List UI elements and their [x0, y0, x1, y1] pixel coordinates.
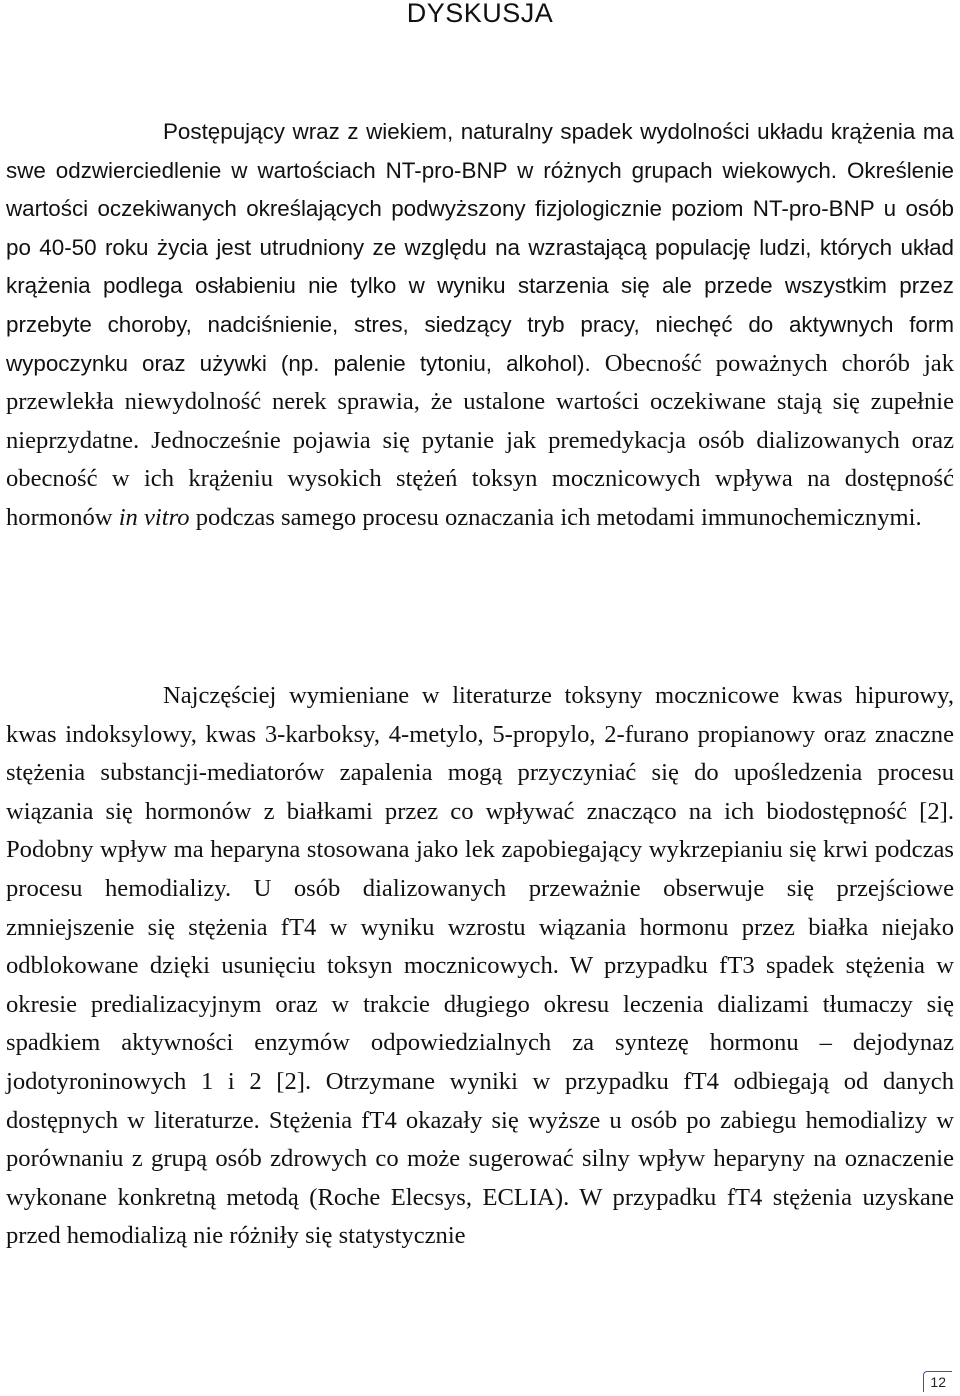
paragraph-1-sans-text: Postępujący wraz z wiekiem, naturalny spadek wydolności układu krążenia ma swe odzwierciedlenie w wartościach NT-pro-BNP w różnych grupach wiekowych. Określenie wartości oczekiwanych określających podwyższony fizjologicznie poziom NT-pro-BNP u osób po 40-50 roku życia jest utrudniony ze względu na wzrastającą populację ludzi, których układ krążenia podlega osłabieniu nie tylko w wyniku starzenia się ale przede wszystkim przez przebyte choroby, nadciśnienie, stres, siedzący tryb pracy, niechęć do aktywnych form wypoczynku oraz używki (np. palenie tytoniu, alkohol).	[6, 119, 954, 376]
paragraph-1-serif-text-a: Obecność poważnych chorób jak przewlekła niewydolność nerek sprawia, że ustalone wartości oczekiwane stają się zupełnie nieprzydatne. Jednocześnie pojawia się pytanie jak premedykacja osób dializowanych oraz obecność w ich krążeniu wysokich stężeń toksyn mocznicowych wpływa na dostępność hormonów	[6, 349, 954, 531]
paragraph-2	[6, 677, 954, 1256]
page-number: 12	[923, 1371, 952, 1392]
paragraph-2-text: Najczęściej wymieniane w literaturze toksyny mocznicowe kwas hipurowy, kwas indoksylowy, kwas 3-karboksy, 4-metylo, 5-propylo, 2-furano propianowy oraz znaczne stężenia substancji-mediatorów zapalenia mogą przyczyniać się do upośledzenia procesu wiązania się hormonów z białkami przez co wpływać znacząco na ich biodostępność [2]. Podobny wpływ ma heparyna stosowana jako lek zapobiegający wykrzepianiu się krwi podczas procesu hemodializy. U osób dializowanych przeważnie obserwuje się przejściowe zmniejszenie się stężenia fT4 w wyniku wzrostu wiązania hormonu przez białka niejako odblokowane dzięki usunięciu toksyn mocznicowych. W przypadku fT3 spadek stężenia w okresie predializacyjnym oraz w trakcie długiego okresu leczenia dializami tłumaczy się spadkiem aktywności enzymów odpowiedzialnych za syntezę hormonu – dejodynaz jodotyroninowych 1 i 2 [2]. Otrzymane wyniki w przypadku fT4 odbiegają od danych dostępnych w literaturze. Stężenia fT4 okazały się wyższe u osób po zabiegu hemodializy w porównaniu z grupą osób zdrowych co może sugerować silny wpływ heparyny na oznaczenie wykonane konkretną metodą (Roche Elecsys, ECLIA). W przypadku fT4 stężenia uzyskane przed hemodializą nie różniły się statystycznie	[6, 682, 954, 1250]
section-heading: DYSKUSJA	[406, 0, 554, 28]
paragraph-1	[6, 113, 954, 538]
paragraph-1-italic-term: in vitro	[118, 503, 190, 531]
paragraph-1-serif-text-b: podczas samego procesu oznaczania ich metodami immunochemicznymi.	[189, 503, 922, 531]
